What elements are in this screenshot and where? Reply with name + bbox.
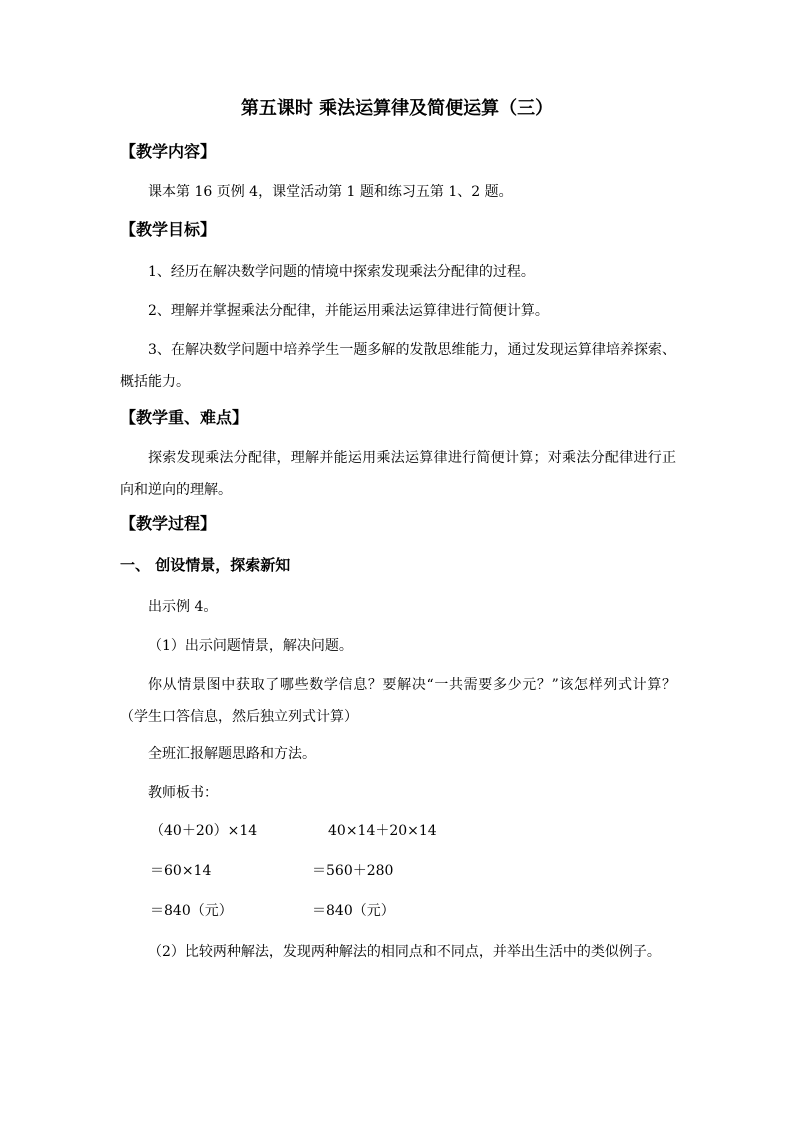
question-text: 你从情景图中获取了哪些数学信息？要解决“一共需要多少元？”该怎样列式计算？（学生口答信息，然后独立列式计算） bbox=[120, 677, 676, 725]
calc-left-line-1: （40＋20）×14 bbox=[150, 823, 258, 839]
part1-heading: 一、 创设情景，探索新知 bbox=[120, 556, 291, 574]
goal-item-1: 1、经历在解决数学问题的情境中探索发现乘法分配律的过程。 bbox=[148, 264, 535, 280]
step2-text: （2）比较两种解法，发现两种解法的相同点和不同点，并举出生活中的类似例子。 bbox=[148, 944, 661, 960]
calc-right-line-3: ＝840（元） bbox=[312, 903, 395, 919]
goal-item-2: 2、理解并掌握乘法分配律，并能运用乘法运算律进行简便计算。 bbox=[148, 303, 549, 319]
key-points-text: 探索发现乘法分配律，理解并能运用乘法运算律进行简便计算；对乘法分配律进行正向和逆向的理解。 bbox=[120, 450, 676, 498]
calc-right-line-1: 40×14＋20×14 bbox=[328, 823, 437, 839]
calc-right-line-2: ＝560＋280 bbox=[312, 863, 394, 879]
page-title: 第五课时 乘法运算律及简便运算（三） bbox=[240, 98, 554, 119]
heading-key-points: 【教学重、难点】 bbox=[120, 408, 249, 427]
step1-text: （1）出示问题情景，解决问题。 bbox=[148, 638, 353, 654]
board-text: 教师板书： bbox=[148, 785, 218, 801]
heading-teaching-process: 【教学过程】 bbox=[120, 514, 217, 533]
show-example-text: 出示例 4。 bbox=[148, 599, 218, 615]
calc-left-line-2: ＝60×14 bbox=[150, 863, 212, 879]
calc-left-line-3: ＝840（元） bbox=[150, 903, 233, 919]
goal-item-3: 3、在解决数学问题中培养学生一题多解的发散思维能力，通过发现运算律培养探索、概括能力。 bbox=[120, 342, 676, 390]
heading-teaching-content: 【教学内容】 bbox=[120, 142, 217, 161]
teaching-content-text: 课本第 16 页例 4，课堂活动第 1 题和练习五第 1、2 题。 bbox=[148, 184, 513, 200]
report-text: 全班汇报解题思路和方法。 bbox=[148, 746, 316, 762]
heading-teaching-goals: 【教学目标】 bbox=[120, 220, 217, 239]
